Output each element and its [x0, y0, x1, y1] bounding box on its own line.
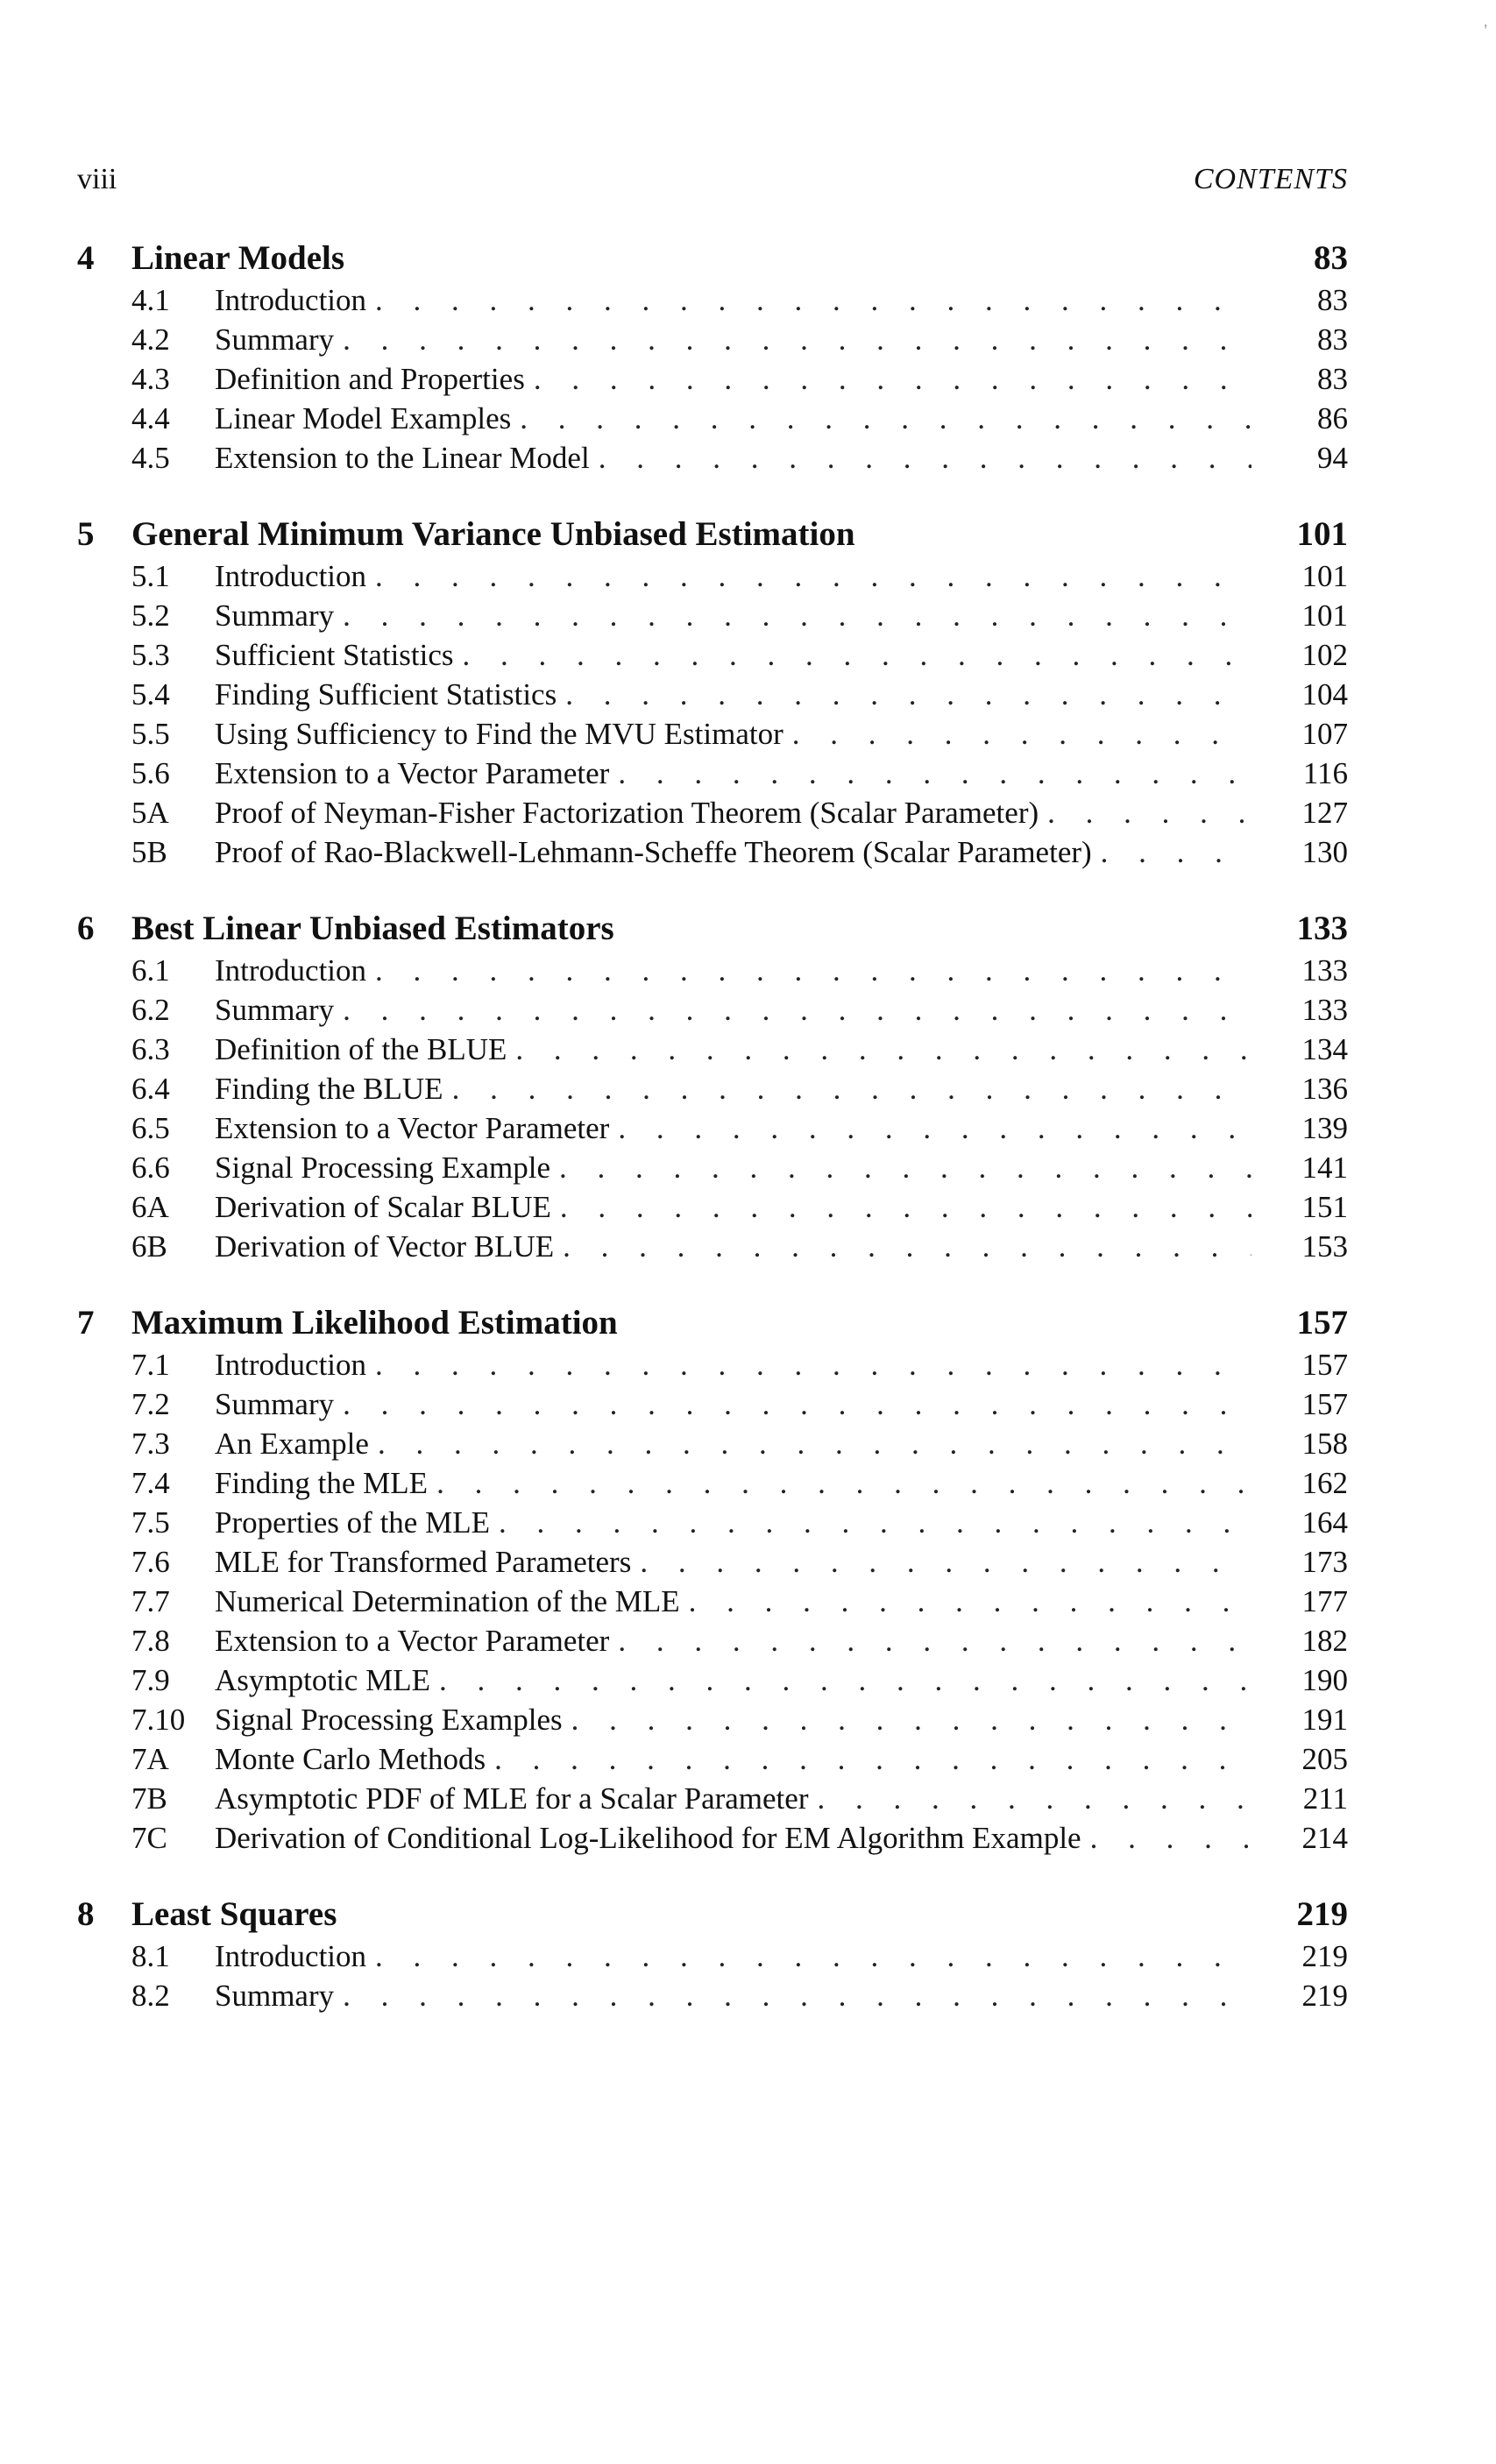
dot-leader [436, 1463, 1251, 1503]
toc-entry[interactable] [77, 1779, 1348, 1818]
dot-leader [563, 1227, 1251, 1266]
chapter-page-number: 219 [1296, 1895, 1348, 1933]
section-title-wrap [215, 1069, 1251, 1108]
dot-leader [343, 1384, 1251, 1424]
toc-entry[interactable] [77, 399, 1348, 438]
section-number: 4.3 [131, 362, 170, 396]
section-number: 5.3 [131, 638, 170, 672]
section-title-wrap [215, 1227, 1251, 1266]
chapter-title: Maximum Likelihood Estimation [131, 1304, 618, 1342]
toc-entry[interactable] [77, 990, 1348, 1030]
toc-entry[interactable] [77, 1700, 1348, 1739]
dot-leader [618, 1621, 1251, 1660]
section-title: Asymptotic PDF of MLE for a Scalar Parameter [215, 1781, 809, 1816]
section-page-number: 182 [1301, 1624, 1348, 1658]
toc-entry[interactable] [77, 1227, 1348, 1266]
dot-leader [618, 754, 1251, 793]
chapter-heading[interactable] [77, 1303, 1348, 1345]
section-number: 4.4 [131, 401, 170, 435]
toc-entry[interactable] [77, 675, 1348, 714]
chapter-block [77, 238, 1348, 478]
section-page-number: 219 [1301, 1939, 1348, 1973]
section-number: 7.10 [131, 1703, 186, 1737]
section-title-wrap [215, 1503, 1251, 1542]
toc-entry[interactable] [77, 1976, 1348, 2015]
toc-entry[interactable] [77, 596, 1348, 635]
section-page-number: 153 [1301, 1229, 1348, 1264]
toc-entry[interactable] [77, 1108, 1348, 1148]
section-title-wrap [215, 1542, 1251, 1582]
section-title-wrap [215, 1976, 1251, 2015]
section-page-number: 173 [1301, 1545, 1348, 1579]
dot-leader [375, 951, 1251, 990]
chapter-number: 5 [77, 515, 95, 553]
section-title: Finding Sufficient Statistics [215, 677, 557, 712]
section-number: 4.2 [131, 322, 170, 357]
toc-entry[interactable] [77, 832, 1348, 872]
section-number: 5.6 [131, 756, 170, 790]
section-number: 8.2 [131, 1979, 170, 2013]
running-head-title: CONTENTS [1193, 163, 1348, 195]
dot-leader [439, 1660, 1251, 1700]
section-number: 7.9 [131, 1663, 170, 1697]
dot-leader [792, 714, 1251, 754]
chapter-heading[interactable] [77, 238, 1348, 280]
chapter-number: 4 [77, 239, 95, 277]
section-number: 5.1 [131, 559, 170, 593]
dot-leader [571, 1700, 1251, 1739]
section-number: 7.1 [131, 1348, 170, 1382]
section-title-wrap [215, 990, 1251, 1030]
toc-entry[interactable] [77, 714, 1348, 754]
section-title-wrap [215, 1030, 1251, 1069]
toc-entry[interactable] [77, 1503, 1348, 1542]
section-number: 6.2 [131, 993, 170, 1027]
toc-entry[interactable] [77, 1937, 1348, 1976]
toc-entry[interactable] [77, 359, 1348, 399]
section-title: Summary [215, 1387, 335, 1421]
section-page-number: 157 [1301, 1348, 1348, 1382]
section-number: 5.2 [131, 598, 170, 633]
section-title-wrap [215, 1700, 1251, 1739]
toc-entry[interactable] [77, 320, 1348, 359]
section-title-wrap [215, 832, 1251, 872]
section-title: Definition of the BLUE [215, 1032, 507, 1066]
section-title: Properties of the MLE [215, 1505, 490, 1540]
section-number: 4.5 [131, 441, 170, 475]
section-title-wrap [215, 1384, 1251, 1424]
dot-leader [817, 1779, 1251, 1818]
section-title-wrap [215, 1779, 1251, 1818]
section-page-number: 139 [1301, 1111, 1348, 1145]
chapter-title: General Minimum Variance Unbiased Estimation [131, 515, 855, 553]
section-title-wrap [215, 754, 1251, 793]
section-title: Introduction [215, 1939, 367, 1973]
toc-entry[interactable] [77, 635, 1348, 675]
dot-leader [375, 1937, 1251, 1976]
dot-leader [618, 1108, 1251, 1148]
section-title-wrap [215, 438, 1251, 478]
section-title: Extension to the Linear Model [215, 441, 590, 475]
toc-entry[interactable] [77, 754, 1348, 793]
section-number: 5.4 [131, 677, 170, 712]
section-page-number: 101 [1301, 598, 1348, 633]
section-page-number: 157 [1301, 1387, 1348, 1421]
section-number: 6.4 [131, 1072, 170, 1106]
section-title-wrap [215, 1187, 1251, 1227]
section-title-wrap [215, 951, 1251, 990]
section-title: An Example [215, 1427, 369, 1461]
section-number: 5B [131, 835, 167, 869]
section-page-number: 130 [1301, 835, 1348, 869]
dot-leader [640, 1542, 1251, 1582]
section-page-number: 86 [1317, 401, 1348, 435]
toc-entry[interactable] [77, 1424, 1348, 1463]
section-title: Using Sufficiency to Find the MVU Estimator [215, 717, 783, 751]
scan-mark: ' [1484, 21, 1487, 40]
chapter-title: Least Squares [131, 1895, 337, 1933]
section-title: Introduction [215, 953, 367, 988]
section-title: Derivation of Vector BLUE [215, 1229, 555, 1264]
section-number: 8.1 [131, 1939, 170, 1973]
section-page-number: 134 [1301, 1032, 1348, 1066]
dot-leader [343, 320, 1251, 359]
section-title-wrap [215, 596, 1251, 635]
section-page-number: 101 [1301, 559, 1348, 593]
section-page-number: 127 [1301, 796, 1348, 830]
section-number: 6.3 [131, 1032, 170, 1066]
section-number: 7.8 [131, 1624, 170, 1658]
section-title: Monte Carlo Methods [215, 1742, 486, 1776]
toc-entry[interactable] [77, 1621, 1348, 1660]
dot-leader [1047, 793, 1251, 832]
toc-entry[interactable] [77, 1148, 1348, 1187]
chapter-title: Linear Models [131, 239, 345, 277]
section-title: Summary [215, 322, 335, 357]
section-title: Signal Processing Examples [215, 1703, 563, 1737]
section-title-wrap [215, 1818, 1251, 1858]
section-title-wrap [215, 556, 1251, 596]
section-page-number: 102 [1301, 638, 1348, 672]
section-page-number: 141 [1301, 1151, 1348, 1185]
section-title-wrap [215, 1424, 1251, 1463]
section-page-number: 205 [1301, 1742, 1348, 1776]
dot-leader [1090, 1818, 1251, 1858]
section-title-wrap [215, 1937, 1251, 1976]
section-title: Asymptotic MLE [215, 1663, 430, 1697]
dot-leader [343, 596, 1251, 635]
section-title-wrap [215, 793, 1251, 832]
section-number: 6.5 [131, 1111, 170, 1145]
dot-leader [520, 399, 1251, 438]
toc-entry[interactable] [77, 793, 1348, 832]
section-title: Proof of Rao-Blackwell-Lehmann-Scheffe Theorem (Scalar Parameter) [215, 835, 1092, 869]
section-page-number: 83 [1317, 283, 1348, 317]
section-number: 7.3 [131, 1427, 170, 1461]
dot-leader [463, 635, 1251, 675]
chapter-block [77, 1303, 1348, 1858]
section-number: 7A [131, 1742, 169, 1776]
toc-entry[interactable] [77, 951, 1348, 990]
section-number: 6A [131, 1190, 169, 1224]
section-page-number: 164 [1301, 1505, 1348, 1540]
section-title-wrap [215, 399, 1251, 438]
dot-leader [375, 556, 1251, 596]
section-title: Introduction [215, 1348, 367, 1382]
toc-entry[interactable] [77, 1818, 1348, 1858]
section-page-number: 133 [1301, 953, 1348, 988]
section-page-number: 214 [1301, 1821, 1348, 1855]
chapter-block [77, 1894, 1348, 2015]
section-title-wrap [215, 1463, 1251, 1503]
toc-entry[interactable] [77, 438, 1348, 478]
section-page-number: 107 [1301, 717, 1348, 751]
section-title-wrap [215, 280, 1251, 320]
dot-leader [378, 1424, 1251, 1463]
chapter-page-number: 83 [1314, 239, 1348, 277]
section-title-wrap [215, 1582, 1251, 1621]
section-number: 7.6 [131, 1545, 170, 1579]
section-page-number: 151 [1301, 1190, 1348, 1224]
section-title-wrap [215, 1739, 1251, 1779]
chapter-page-number: 101 [1296, 515, 1348, 553]
section-number: 7C [131, 1821, 167, 1855]
chapter-block [77, 514, 1348, 872]
section-title: Definition and Properties [215, 362, 525, 396]
section-page-number: 133 [1301, 993, 1348, 1027]
dot-leader [559, 1148, 1251, 1187]
section-title: Derivation of Conditional Log-Likelihood for EM Algorithm Example [215, 1821, 1081, 1855]
section-title-wrap [215, 635, 1251, 675]
dot-leader [375, 280, 1251, 320]
section-page-number: 219 [1301, 1979, 1348, 2013]
section-title: Numerical Determination of the MLE [215, 1584, 680, 1618]
section-page-number: 136 [1301, 1072, 1348, 1106]
dot-leader [534, 359, 1251, 399]
section-title: Summary [215, 598, 335, 633]
section-page-number: 158 [1301, 1427, 1348, 1461]
section-title-wrap [215, 320, 1251, 359]
toc-entry[interactable] [77, 1187, 1348, 1227]
dot-leader [375, 1345, 1251, 1384]
toc-entry[interactable] [77, 1660, 1348, 1700]
toc-entry[interactable] [77, 1384, 1348, 1424]
section-page-number: 83 [1317, 362, 1348, 396]
section-number: 7.2 [131, 1387, 170, 1421]
toc-entry[interactable] [77, 1463, 1348, 1503]
toc-entry[interactable] [77, 280, 1348, 320]
section-title: Proof of Neyman-Fisher Factorization Theorem (Scalar Parameter) [215, 796, 1039, 830]
section-title-wrap [215, 675, 1251, 714]
section-title: MLE for Transformed Parameters [215, 1545, 632, 1579]
section-title-wrap [215, 1621, 1251, 1660]
section-title: Extension to a Vector Parameter [215, 756, 610, 790]
section-number: 6B [131, 1229, 167, 1264]
section-page-number: 116 [1302, 756, 1348, 790]
section-page-number: 211 [1302, 1781, 1348, 1816]
section-title: Signal Processing Example [215, 1151, 551, 1185]
section-number: 7.4 [131, 1466, 170, 1500]
section-title-wrap [215, 1108, 1251, 1148]
section-title-wrap [215, 1660, 1251, 1700]
section-title: Extension to a Vector Parameter [215, 1624, 610, 1658]
chapter-heading[interactable] [77, 1894, 1348, 1937]
dot-leader [343, 990, 1251, 1030]
dot-leader [1101, 832, 1251, 872]
section-title: Introduction [215, 283, 367, 317]
section-title: Sufficient Statistics [215, 638, 454, 672]
section-title: Linear Model Examples [215, 401, 512, 435]
toc-entry[interactable] [77, 1739, 1348, 1779]
toc-entry[interactable] [77, 1030, 1348, 1069]
section-page-number: 104 [1301, 677, 1348, 712]
dot-leader [515, 1030, 1251, 1069]
toc-entry[interactable] [77, 1345, 1348, 1384]
section-number: 7B [131, 1781, 167, 1816]
section-number: 5A [131, 796, 169, 830]
section-title: Summary [215, 993, 335, 1027]
toc-entry[interactable] [77, 556, 1348, 596]
section-number: 6.6 [131, 1151, 170, 1185]
page-number: viii [77, 163, 117, 195]
section-title: Derivation of Scalar BLUE [215, 1190, 551, 1224]
section-title: Finding the MLE [215, 1466, 429, 1500]
section-title: Finding the BLUE [215, 1072, 443, 1106]
dot-leader [560, 1187, 1251, 1227]
section-title: Summary [215, 1979, 335, 2013]
chapter-heading[interactable] [77, 514, 1348, 556]
section-title: Extension to a Vector Parameter [215, 1111, 610, 1145]
chapter-number: 8 [77, 1895, 95, 1933]
dot-leader [494, 1739, 1251, 1779]
section-number: 5.5 [131, 717, 170, 751]
section-title: Introduction [215, 559, 367, 593]
section-page-number: 177 [1301, 1584, 1348, 1618]
section-title-wrap [215, 359, 1251, 399]
chapter-block [77, 909, 1348, 1266]
dot-leader [499, 1503, 1251, 1542]
dot-leader [343, 1976, 1251, 2015]
toc-entry[interactable] [77, 1582, 1348, 1621]
chapter-number: 7 [77, 1304, 95, 1342]
chapter-page-number: 133 [1296, 910, 1348, 947]
section-page-number: 162 [1301, 1466, 1348, 1500]
section-title-wrap [215, 1345, 1251, 1384]
section-number: 7.7 [131, 1584, 170, 1618]
section-title-wrap [215, 714, 1251, 754]
table-of-contents [77, 238, 1348, 2052]
dot-leader [689, 1582, 1251, 1621]
dot-leader [565, 675, 1251, 714]
section-title-wrap [215, 1148, 1251, 1187]
toc-entry[interactable] [77, 1542, 1348, 1582]
chapter-page-number: 157 [1296, 1304, 1348, 1342]
dot-leader [452, 1069, 1251, 1108]
toc-entry[interactable] [77, 1069, 1348, 1108]
section-page-number: 191 [1301, 1703, 1348, 1737]
chapter-number: 6 [77, 910, 95, 947]
section-page-number: 83 [1317, 322, 1348, 357]
chapter-heading[interactable] [77, 909, 1348, 951]
section-page-number: 190 [1301, 1663, 1348, 1697]
running-head [77, 163, 1348, 207]
section-number: 6.1 [131, 953, 170, 988]
section-page-number: 94 [1317, 441, 1348, 475]
dot-leader [599, 438, 1251, 478]
chapter-title: Best Linear Unbiased Estimators [131, 910, 614, 947]
section-number: 7.5 [131, 1505, 170, 1540]
section-number: 4.1 [131, 283, 170, 317]
